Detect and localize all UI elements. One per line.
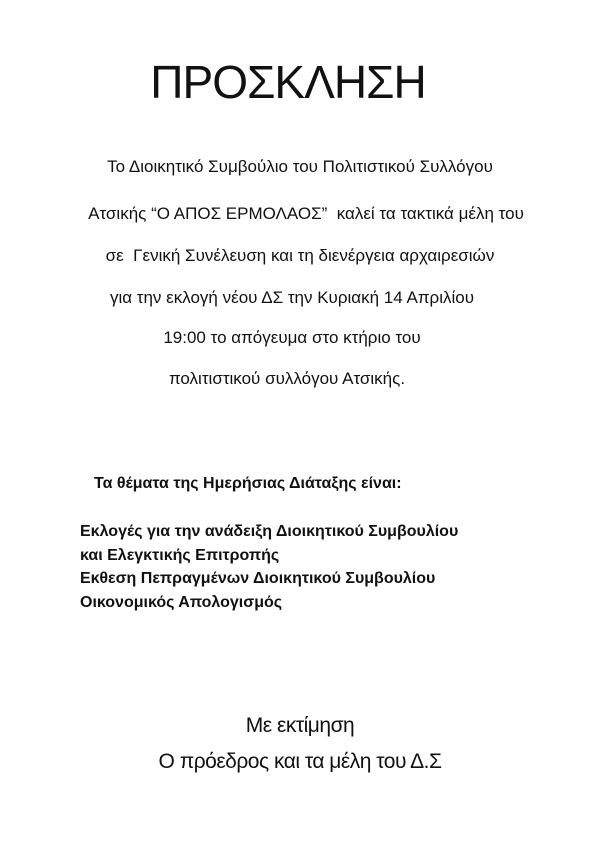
closing-signature: [0, 708, 600, 780]
body-line: Το Διοικητικό Συμβούλιο του Πολιτιστικού Συλλόγου: [107, 157, 493, 176]
agenda-item: Οικονομικός Απολογισμός: [80, 593, 283, 611]
agenda-item: Εκθεση Πεπραγμένων Διοικητικού Συμβουλίου: [80, 570, 436, 587]
page-title: ΠΡΟΣΚΛΗΣΗ: [150, 56, 426, 108]
body-line: για την εκλογή νέου ΔΣ την Κυριακή 14 Απριλίου: [109, 288, 475, 307]
agenda-item: και Ελεγκτικής Επιτροπής: [80, 546, 280, 564]
closing-greeting: Με εκτίμηση: [245, 714, 355, 737]
body-line: 19:00 το απόγευμα στο κτήριο του: [163, 328, 421, 347]
body-line: σε Γενική Συνέλευση και τη διενέργεια αρχαιρεσιών: [105, 246, 495, 265]
agenda-list: [80, 520, 458, 614]
closing-signatories: Ο πρόεδρος και τα μέλη του Δ.Σ: [158, 750, 442, 773]
body-line: Ατσικής “Ο ΑΠΟΣ ΕΡΜΟΛΑΟΣ” καλεί τα τακτικά μέλη του: [88, 204, 524, 223]
agenda-item: Εκλογές για την ανάδειξη Διοικητικού Συμβουλίου: [80, 523, 459, 540]
agenda-heading: Τα θέματα της Ημερήσιας Διάταξης είναι:: [94, 475, 402, 492]
body-line: πολιτιστικού συλλόγου Ατσικής.: [168, 369, 406, 388]
